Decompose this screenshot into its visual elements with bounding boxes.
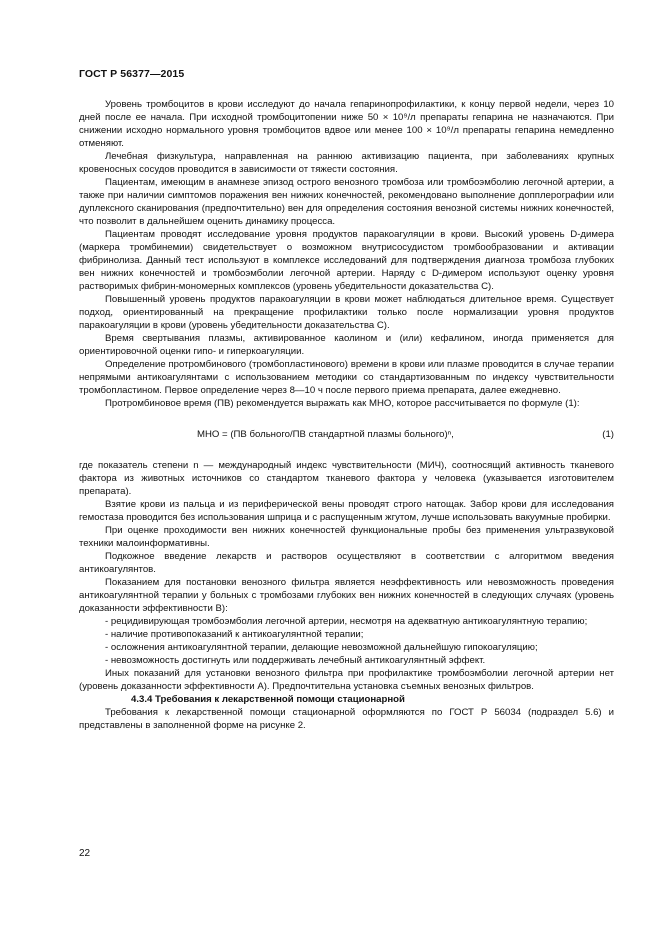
paragraph-drug-requirements: Требования к лекарственной помощи стационарной оформляются по ГОСТ Р 56034 (подраздел 5.6) и представлены в заполненной форме на рисунке 2. (79, 707, 614, 731)
paragraph-subcutaneous: Подкожное введение лекарств и растворов осуществляют в соответствии с алгоритмом введения антикоагулянтов. (79, 551, 614, 575)
paragraph-clotting-time: Время свертывания плазмы, активированное каолином и (или) кефалином, иногда применяется для ориентировочной оценки гипо- и гиперкоагуляции. (79, 333, 614, 357)
document-header: ГОСТ Р 56377—2015 (79, 68, 185, 80)
paragraph-no-other-indications: Иных показаний для установки венозного фильтра при профилактике тромбоэмболии легочной артерии нет (уровень доказанности эффективности А). Предпочтительна установка съемных венозных фильтров. (79, 668, 614, 692)
paragraph-blood-sampling: Взятие крови из пальца и из периферической вены проводят строго натощак. Забор крови для исследования гемостаза проводится без использования шприца и с распущенным жгутом, лучше использовать вакуумные пробирки. (79, 499, 614, 523)
paragraph-inr-intro: Протромбиновое время (ПВ) рекомендуется выражать как МНО, которое рассчитывается по формуле (1): (105, 398, 580, 409)
page-number: 22 (79, 848, 91, 859)
paragraph-venous-filter: Показанием для постановки венозного фильтра является неэффективность или невозможность проведения антикоагулянтной терапии у больных с тромбозами глубоких вен нижних конечностей в следующих случаях (уровень доказанности эффективности В): (79, 577, 614, 614)
formula-expression: МНО = (ПВ больного/ПВ стандартной плазмы больного)ⁿ, (197, 429, 454, 440)
formula-explanation: где показатель степени n — международный индекс чувствительности (МИЧ), соотносящий активность тканевого фактора из животных источников со стандартом тканевого фактора у человека (указывается изготовителем препарата). (79, 460, 614, 497)
paragraph-vein-patency: При оценке проходимости вен нижних конечностей функциональные пробы без применения ультразвуковой техники малоинформативны. (79, 525, 614, 549)
paragraph-dopplerography: Пациентам, имеющим в анамнезе эпизод острого венозного тромбоза или тромбоэмболию легочной артерии, а также при наличии симптомов поражения вен нижних конечностей, рекомендовано выполнение допплерографии или дуплексного сканирования (предпочтительно) вен для определения состояния венозной системы нижних конечностей, что позволит в дальнейшем оценить динамику процесса. (79, 177, 614, 227)
list-item-complications: - осложнения антикоагулянтной терапии, делающие невозможной дальнейшую гипокоагуляцию; (105, 642, 538, 653)
formula-number: (1) (602, 429, 614, 440)
section-heading: 4.3.4 Требования к лекарственной помощи стационарной (131, 694, 405, 705)
list-item-contraindications: - наличие противопоказаний к антикоагулянтной терапии; (105, 629, 364, 640)
paragraph-prothrombin: Определение протромбинового (тромбопластинового) времени в крови или плазме проводится в случае терапии непрямыми антикоагулянтами с использованием методики со стандартизованным по индексу чувствительности тромбопластином. Первое определение через 8—10 ч после первого приема препарата, далее ежедневно. (79, 359, 614, 396)
formula-inr (79, 428, 614, 441)
paragraph-platelets: Уровень тромбоцитов в крови исследуют до начала гепаринопрофилактики, к концу первой недели, через 10 дней после ее начала. При исходной тромбоцитопении ниже 50 × 10⁹/л препараты гепарина не назначаются. При снижении исходно нормального уровня тромбоцитов вдвое или менее 100 × 10⁹/л препараты гепарина немедленно отменяют. (79, 99, 614, 149)
list-item-recurrent-pe: - рецидивирующая тромбоэмболия легочной артерии, несмотря на адекватную антикоагулянтную терапию; (105, 616, 588, 627)
list-item-impossibility: - невозможность достигнуть или поддерживать лечебный антикоагулянтный эффект. (105, 655, 486, 666)
document-body (79, 98, 614, 732)
paragraph-physiotherapy: Лечебная физкультура, направленная на раннюю активизацию пациента, при заболеваниях крупных кровеносных сосудов проводится в зависимости от тяжести состояния. (79, 151, 614, 175)
paragraph-d-dimer: Пациентам проводят исследование уровня продуктов паракоагуляции в крови. Высокий уровень D-димера (маркера тромбинемии) свидетельствует о возможном внутрисосудистом тромбообразовании и активации фибринолиза. Данный тест используют в комплексе исследований для подтверждения диагноза тромбоза глубоких вен нижних конечностей и тромбоэмболии легочной артерии. Наряду с D-димером используют оценку уровня растворимых фибрин-мономерных комплексов (уровень убедительности доказательства С). (79, 229, 614, 292)
paragraph-paracoagulation: Повышенный уровень продуктов паракоагуляции в крови может наблюдаться длительное время. Существует подход, ориентированный на прекращение профилактики только после нормализации уровня продуктов паракоагуляции в крови (уровень убедительности доказательства С). (79, 294, 614, 331)
